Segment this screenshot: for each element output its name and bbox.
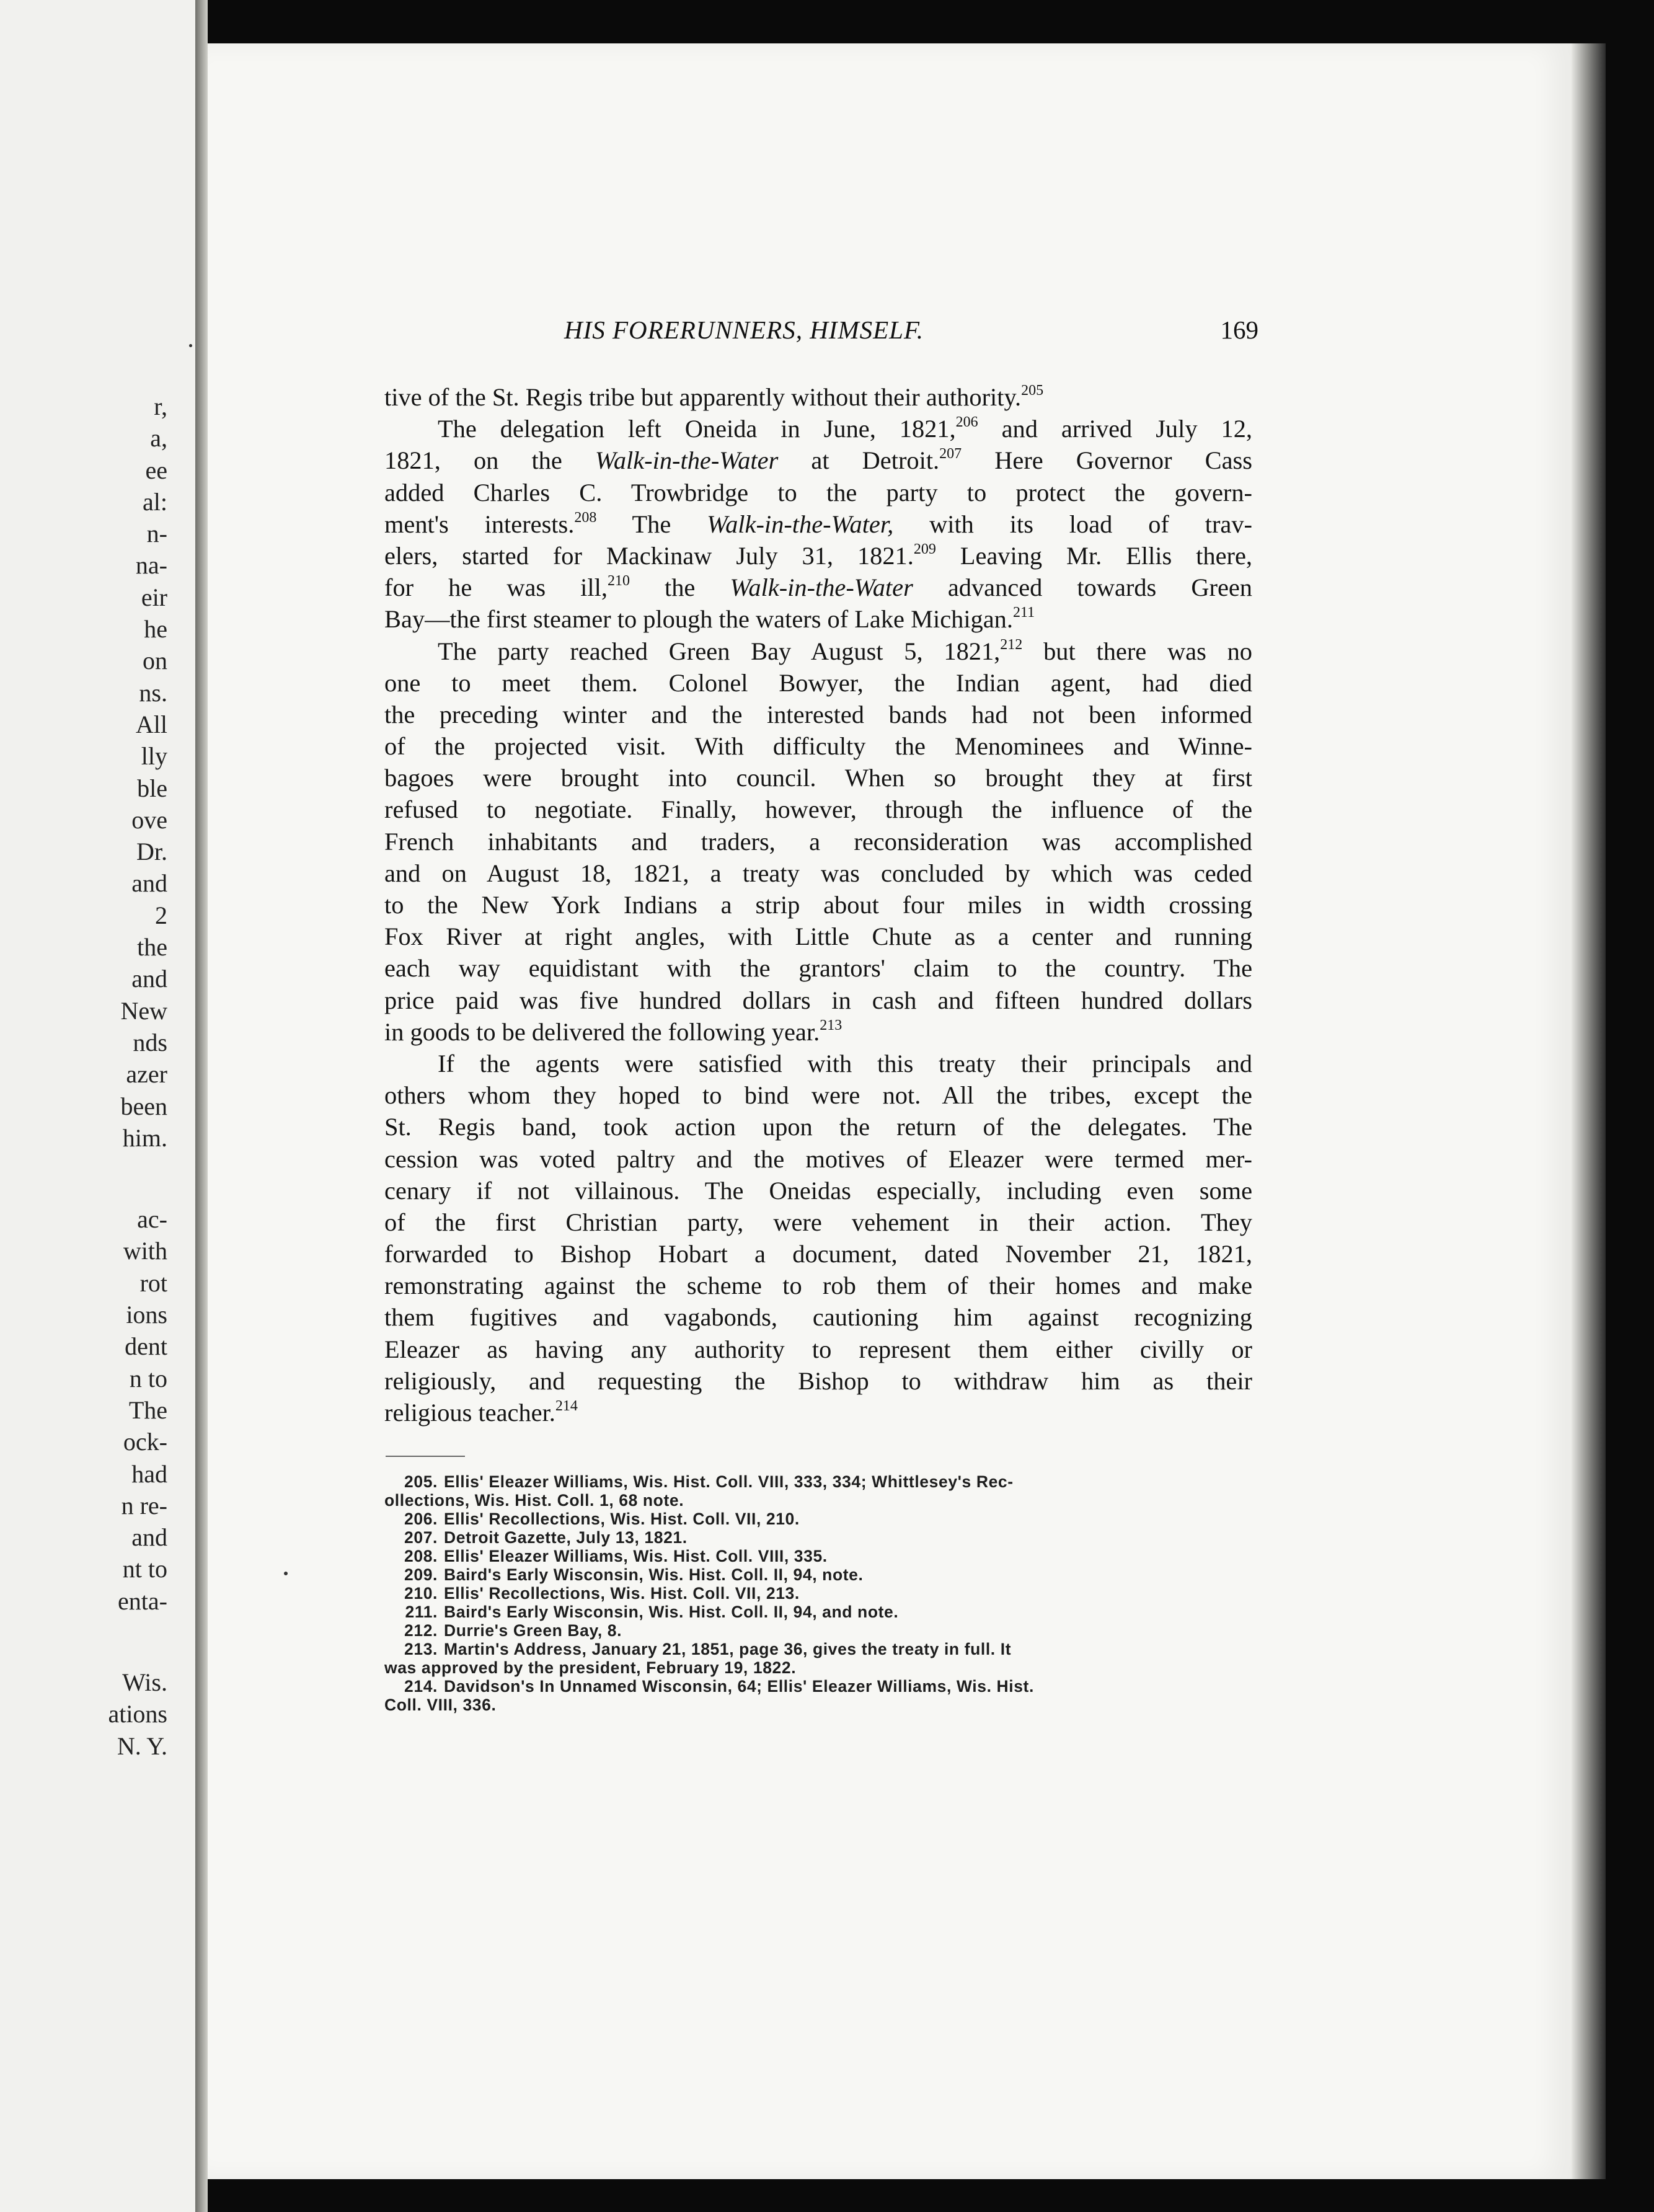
footnote	[384, 1510, 1252, 1528]
text-line: tive of the St. Regis tribe but apparently without their authority.$^{205}$	[384, 383, 1044, 411]
footnote-text: Ellis' Recollections, Wis. Hist. Coll. VII, 213.	[444, 1584, 800, 1603]
footnote-number: 211.	[405, 1603, 438, 1621]
footnote-rule	[386, 1456, 465, 1457]
footnote-text: Baird's Early Wisconsin, Wis. Hist. Coll. II, 94, and note.	[444, 1603, 899, 1621]
print-speck	[284, 1572, 288, 1575]
text-line: Bay—the first steamer to plough the waters of Lake Michigan.$^{211}$	[384, 604, 1035, 634]
text-line: bagoes were brought into council. When so brought they at first	[384, 764, 1252, 792]
adjacent-line	[0, 1617, 167, 1666]
text-line: cession was voted paltry and the motives of Eleazer were termed mer-	[384, 1144, 1252, 1173]
text-line: Eleazer as having any authority to represent them either civilly or	[384, 1335, 1252, 1363]
text-line: them fugitives and vagabonds, cautioning him against recognizing	[384, 1303, 1252, 1332]
footnote	[384, 1547, 1252, 1565]
adjacent-line: him.	[122, 1123, 167, 1152]
adjacent-line: na-	[135, 551, 167, 580]
footnote-number: 214.	[404, 1677, 438, 1696]
running-header	[564, 315, 1258, 352]
footnote-text: Davidson's In Unnamed Wisconsin, 64; Ellis' Eleazer Williams, Wis. Hist.	[444, 1677, 1034, 1696]
adjacent-line: on	[143, 647, 167, 675]
adjacent-line: with	[123, 1237, 167, 1265]
adjacent-line	[0, 1154, 167, 1203]
book-gutter	[195, 0, 208, 2212]
footnote-text: Martin's Address, January 21, 1851, page 36, gives the treaty in full. It	[444, 1640, 1012, 1658]
adjacent-line: eir	[141, 583, 167, 611]
text-line: price paid was five hundred dollars in cash and fifteen hundred dollars	[384, 986, 1252, 1014]
adjacent-line: azer	[126, 1060, 167, 1089]
body-text	[384, 381, 1252, 1428]
footnote-text: Ellis' Recollections, Wis. Hist. Coll. VII, 210.	[444, 1510, 800, 1528]
footnote	[384, 1603, 1252, 1621]
text-line: each way equidistant with the grantors' claim to the country. The	[384, 954, 1252, 983]
adjacent-line: al:	[143, 487, 167, 516]
text-line: added Charles C. Trowbridge to the party to protect the govern-	[384, 478, 1252, 507]
footnote-text: Detroit Gazette, July 13, 1821.	[444, 1528, 688, 1547]
adjacent-line: New	[120, 996, 167, 1025]
footnote	[384, 1677, 1252, 1696]
footnote-number: 213.	[404, 1640, 438, 1658]
footnote	[384, 1584, 1252, 1603]
page-number: 169	[1220, 316, 1258, 344]
footnote	[384, 1472, 1252, 1491]
footnote-text: Coll. VIII, 336.	[384, 1696, 497, 1714]
text-line: remonstrating against the scheme to rob them of their homes and make	[384, 1272, 1252, 1300]
adjacent-line: n re-	[121, 1491, 167, 1520]
adjacent-line: n to	[129, 1364, 167, 1392]
adjacent-line: All	[135, 710, 167, 738]
adjacent-line: and	[131, 1523, 167, 1552]
text-line: religiously, and requesting the Bishop to withdraw him as their	[384, 1366, 1252, 1395]
text-line: Fox River at right angles, with Little Chute as a center and running	[384, 922, 1252, 951]
page-edge	[1572, 43, 1606, 2179]
adjacent-line: nds	[133, 1028, 167, 1056]
adjacent-line: ock-	[123, 1428, 167, 1456]
text-line: of the first Christian party, were vehement in their action. They	[384, 1208, 1252, 1236]
text-line: the preceding winter and the interested bands had not been informed	[384, 700, 1252, 728]
running-title: HIS FORERUNNERS, HIMSELF.	[564, 316, 924, 344]
adjacent-line: a,	[150, 424, 167, 453]
adjacent-line: r,	[154, 392, 167, 420]
text-line: forwarded to Bishop Hobart a document, dated November 21, 1821,	[384, 1240, 1252, 1268]
footnotes	[384, 1472, 1252, 1714]
adjacent-line: had	[131, 1459, 167, 1488]
footnote-text: Durrie's Green Bay, 8.	[444, 1621, 622, 1640]
adjacent-line: ee	[145, 456, 167, 484]
text-line: The party reached Green Bay August 5, 1821,$^{212}$ but there was no	[438, 636, 1253, 665]
footnote	[384, 1491, 1252, 1510]
adjacent-line: ations	[108, 1700, 167, 1728]
adjacent-line: ove	[131, 805, 167, 834]
footnote	[384, 1696, 1252, 1714]
adjacent-line: Dr.	[136, 838, 167, 866]
footnote-text: Ellis' Eleazer Williams, Wis. Hist. Coll. VIII, 335.	[444, 1547, 828, 1565]
adjacent-line: n-	[146, 520, 167, 548]
footnote-number: 208.	[404, 1547, 438, 1565]
footnote	[384, 1565, 1252, 1584]
footnote	[384, 1621, 1252, 1640]
text-line: for he was ill,$^{210}$ the Walk-in-the-Water advanced towards Green	[384, 573, 1252, 602]
text-line: refused to negotiate. Finally, however, through the influence of the	[384, 795, 1252, 824]
footnote-number: 207.	[404, 1528, 438, 1547]
text-line: and on August 18, 1821, a treaty was concluded by which was ceded	[384, 859, 1252, 887]
footnote-number: 205.	[404, 1472, 438, 1491]
text-line: in goods to be delivered the following year.$^{213}$	[384, 1017, 842, 1046]
text-line: one to meet them. Colonel Bowyer, the Indian agent, had died	[384, 668, 1252, 697]
footnote	[384, 1528, 1252, 1547]
adjacent-line: lly	[141, 742, 167, 771]
adjacent-line: dent	[125, 1332, 167, 1361]
adjacent-line: rot	[139, 1268, 167, 1297]
footnote-text: ollections, Wis. Hist. Coll. 1, 68 note.	[384, 1491, 684, 1510]
adjacent-line: been	[120, 1092, 167, 1120]
text-line: to the New York Indians a strip about four miles in width crossing	[384, 891, 1252, 919]
adjacent-line: the	[137, 933, 167, 962]
adjacent-page-text	[0, 391, 167, 1762]
adjacent-line: ns.	[139, 678, 167, 707]
print-speck	[189, 344, 192, 347]
footnote-number: 209.	[404, 1565, 438, 1584]
footnote-text: Ellis' Eleazer Williams, Wis. Hist. Coll. VIII, 333, 334; Whittlesey's Rec-	[444, 1472, 1014, 1491]
footnote-text: was approved by the president, February 19, 1822.	[384, 1658, 797, 1677]
footnote-number: 206.	[404, 1510, 438, 1528]
text-line: French inhabitants and traders, a reconsideration was accomplished	[384, 827, 1252, 856]
adjacent-line: enta-	[118, 1586, 167, 1615]
text-line: 1821, on the Walk-in-the-Water at Detroit.$^{207}$ Here Governor Cass	[384, 446, 1252, 475]
text-line: If the agents were satisfied with this treaty their principals and	[438, 1049, 1252, 1077]
adjacent-page-fragment	[0, 0, 199, 2212]
adjacent-line: and	[131, 965, 167, 993]
text-line: others whom they hoped to bind were not. All the tribes, except the	[384, 1081, 1252, 1110]
adjacent-line: ble	[137, 774, 167, 802]
text-line: ment's interests.$^{208}$ The Walk-in-the-Water, with its load of trav-	[384, 509, 1252, 538]
adjacent-line: ac-	[137, 1205, 167, 1234]
adjacent-line: nt to	[122, 1555, 167, 1583]
footnote-number: 212.	[404, 1621, 438, 1640]
footnote	[384, 1658, 1252, 1677]
text-line: St. Regis band, took action upon the return of the delegates. The	[384, 1113, 1252, 1141]
adjacent-line: 2	[155, 901, 167, 929]
adjacent-line: ions	[126, 1301, 167, 1329]
adjacent-line: and	[131, 869, 167, 898]
adjacent-line: N. Y.	[117, 1732, 167, 1760]
footnote-number: 210.	[404, 1584, 438, 1603]
text-line: religious teacher.$^{214}$	[384, 1398, 578, 1427]
text-line: cenary if not villainous. The Oneidas especially, including even some	[384, 1176, 1252, 1205]
adjacent-line: The	[128, 1396, 167, 1424]
footnote	[384, 1640, 1252, 1658]
text-line: The delegation left Oneida in June, 1821,$^{206}$ and arrived July 12,	[438, 414, 1252, 443]
text-line: elers, started for Mackinaw July 31, 1821.$^{209}$ Leaving Mr. Ellis there,	[384, 541, 1252, 570]
adjacent-line: Wis.	[122, 1668, 167, 1696]
footnote-text: Baird's Early Wisconsin, Wis. Hist. Coll. II, 94, note.	[444, 1565, 864, 1584]
adjacent-line: he	[144, 615, 167, 644]
text-line: of the projected visit. With difficulty the Menominees and Winne-	[384, 732, 1252, 761]
